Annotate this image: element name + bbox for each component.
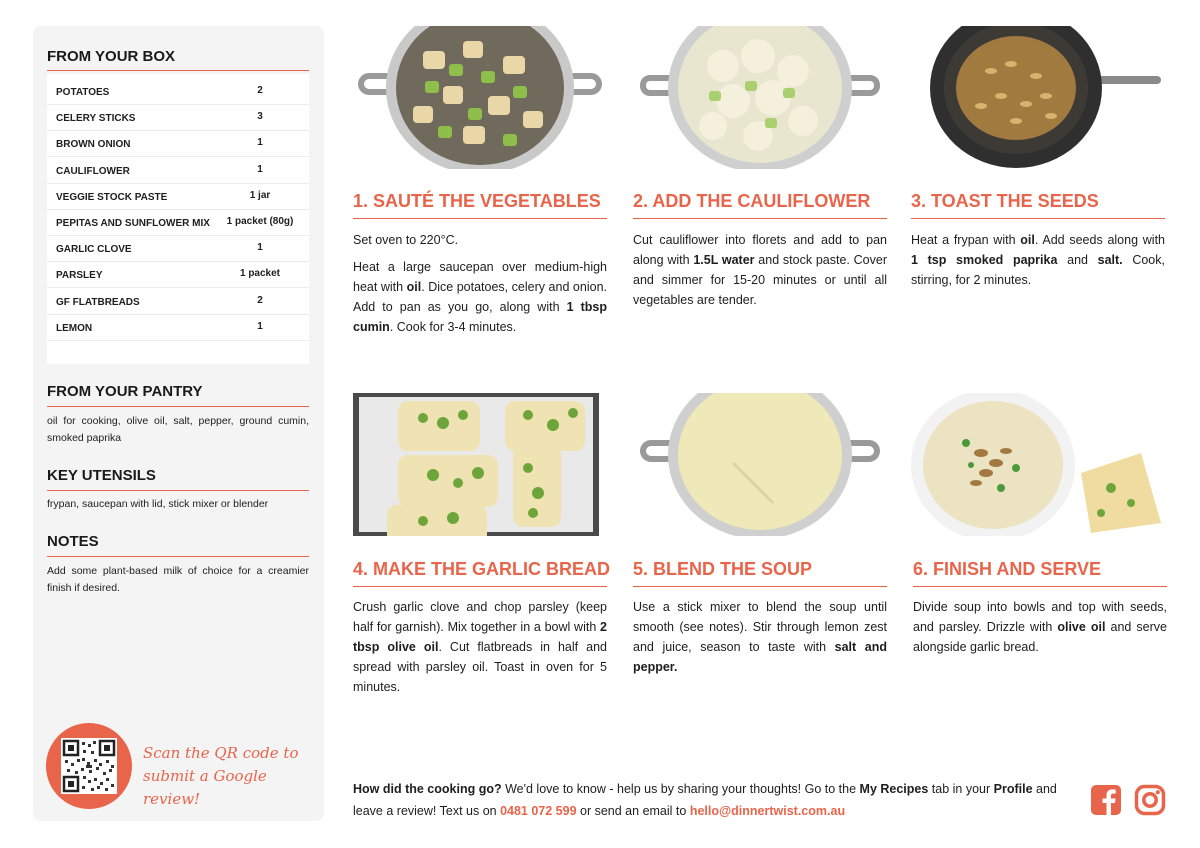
- box-item-qty: 1: [257, 163, 263, 175]
- step-4-body: Crush garlic clove and chop parsley (keep half for garnish). Mix together in a bowl with 2 tbsp olive oil. Cut flatbreads in half and spread with parsley oil. Toast in oven for 5 minutes.: [353, 600, 607, 694]
- box-item-row: [47, 314, 309, 341]
- box-item-row: [47, 261, 309, 288]
- box-item-qty: 2: [257, 85, 263, 96]
- box-item-qty: 2: [257, 294, 263, 306]
- utensils-text: frypan, saucepan with lid, stick mixer or blender: [47, 498, 269, 510]
- utensils-heading-rule: [47, 490, 309, 491]
- step-3-body: Heat a frypan with oil. Add seeds along with 1 tsp smoked paprika and salt. Cook, stirring, for 2 minutes.: [911, 233, 1165, 287]
- step-1-rule: [353, 218, 607, 219]
- qr-code[interactable]: [61, 738, 117, 794]
- step-2-rule: [633, 218, 887, 219]
- box-item-row: [47, 235, 309, 262]
- box-item-qty: 1: [257, 137, 263, 149]
- review-footer-text: How did the cooking go? We'd love to know - help us by sharing your thoughts! Go to the My Recipes tab in your Profile and leave a review! Text us on 0481 072 599 or send an email to hello@dinnertwist.com.au: [353, 782, 1057, 818]
- box-item-name: GF FLATBREADS: [56, 296, 140, 308]
- photo-finish-serve: [911, 393, 1165, 536]
- box-item-row: [47, 157, 309, 184]
- facebook-icon[interactable]: [1090, 784, 1122, 816]
- box-item-qty: 3: [257, 111, 263, 123]
- step-5-rule: [633, 586, 887, 587]
- box-item-name: GARLIC CLOVE: [56, 244, 132, 256]
- box-item-name: CAULIFLOWER: [56, 165, 130, 177]
- box-item-name: CELERY STICKS: [56, 113, 136, 125]
- qr-caption: Scan the QR code to submit a Google review!: [143, 744, 299, 808]
- instagram-icon[interactable]: [1134, 784, 1166, 816]
- box-item-name: LEMON: [56, 322, 93, 334]
- box-item-qty: 1: [257, 320, 263, 332]
- step-1-title: 1. SAUTÉ THE VEGETABLES: [353, 191, 601, 211]
- box-item-row: [47, 130, 309, 157]
- box-item-qty: 1 jar: [249, 189, 271, 201]
- step-5-title: 5. BLEND THE SOUP: [633, 559, 813, 579]
- photo-add-cauliflower: [633, 26, 887, 169]
- box-item-row: [47, 183, 309, 210]
- box-item-row: [47, 78, 309, 105]
- box-item-row: [47, 288, 309, 315]
- box-heading: FROM YOUR BOX: [47, 48, 176, 65]
- box-item-name: PARSLEY: [56, 270, 103, 282]
- step-5-body: Use a stick mixer to blend the soup until smooth (see notes). Stir through lemon zest and juice, season to taste with salt and pepper.: [633, 600, 887, 674]
- notes-heading: NOTES: [47, 533, 99, 550]
- step-4-rule: [353, 586, 607, 587]
- pantry-heading-rule: [47, 406, 309, 407]
- step-6-title: 6. FINISH AND SERVE: [913, 559, 1102, 579]
- box-item-row: [47, 104, 309, 131]
- step-2-title: 2. ADD THE CAULIFLOWER: [633, 191, 871, 211]
- step-4-title: 4. MAKE THE GARLIC BREAD: [353, 559, 611, 579]
- box-item-qty: 1: [257, 242, 263, 254]
- step-2-body: Cut cauliflower into florets and add to pan along with 1.5L water and stock paste. Cover and simmer for 15-20 minutes or until all vegetables are tender.: [633, 233, 887, 307]
- qr-badge: [46, 723, 132, 809]
- notes-heading-rule: [47, 556, 309, 557]
- box-ingredients-table: [47, 74, 309, 364]
- step-3-rule: [911, 218, 1165, 219]
- box-item-row: [47, 209, 309, 236]
- contact-link[interactable]: hello@dinnertwist.com.au: [689, 804, 846, 818]
- step-6-rule: [913, 586, 1167, 587]
- box-item-name: VEGGIE STOCK PASTE: [56, 191, 168, 203]
- utensils-heading: KEY UTENSILS: [47, 467, 156, 484]
- box-item-qty: 1 packet (80g): [226, 216, 294, 227]
- box-item-name: BROWN ONION: [56, 139, 131, 151]
- notes-text: Add some plant-based milk of choice for a creamier finish if desired.: [47, 565, 309, 594]
- photo-blend-soup: [633, 393, 887, 536]
- step-1-body: Set oven to 220°C. Heat a large saucepan over medium-high heat with oil. Dice potatoes, celery and onion. Add to pan as you go, along with 1 tbsp cumin. Cook for 3-4 minutes.: [353, 233, 607, 334]
- photo-saute-vegetables: [353, 26, 607, 169]
- box-heading-rule: [47, 70, 309, 71]
- step-6-body: Divide soup into bowls and top with seeds, and parsley. Drizzle with olive oil and serve alongside garlic bread.: [913, 600, 1167, 654]
- box-item-name: POTATOES: [56, 87, 110, 98]
- sidebar: [33, 26, 324, 821]
- box-item-name: PEPITAS AND SUNFLOWER MIX: [56, 218, 210, 229]
- box-item-qty: 1 packet: [239, 268, 281, 280]
- step-3-title: 3. TOAST THE SEEDS: [911, 191, 1099, 211]
- pantry-heading: FROM YOUR PANTRY: [47, 383, 203, 400]
- contact-link[interactable]: 0481 072 599: [500, 804, 577, 818]
- photo-toast-seeds: [911, 26, 1165, 169]
- photo-garlic-bread: [353, 393, 599, 536]
- pantry-text: oil for cooking, olive oil, salt, pepper, ground cumin, smoked paprika: [47, 415, 309, 444]
